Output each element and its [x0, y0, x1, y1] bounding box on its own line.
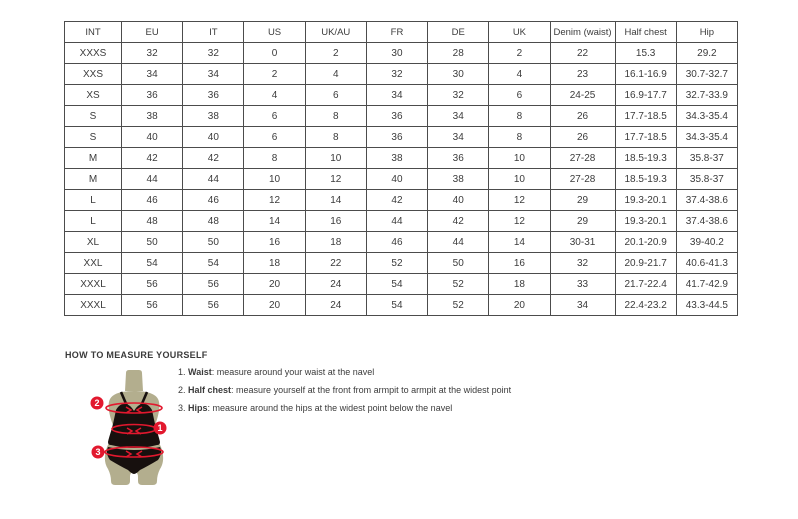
table-cell: 52 [366, 253, 427, 274]
table-cell: S [65, 127, 122, 148]
table-cell: 50 [428, 253, 489, 274]
table-cell: 42 [122, 148, 183, 169]
table-cell: 23 [550, 64, 615, 85]
table-cell: 21.7-22.4 [615, 274, 676, 295]
step-number: 1. [178, 367, 186, 377]
table-row [65, 64, 738, 85]
table-cell: 52 [428, 274, 489, 295]
measure-step-waist [178, 366, 511, 378]
table-cell: 12 [244, 190, 305, 211]
table-cell: 12 [489, 211, 550, 232]
table-cell: 22 [305, 253, 366, 274]
table-cell: 40 [366, 169, 427, 190]
table-cell: 34.3-35.4 [676, 127, 737, 148]
table-cell: M [65, 169, 122, 190]
table-cell: 30.7-32.7 [676, 64, 737, 85]
step-number: 3. [178, 403, 186, 413]
column-header: DE [428, 22, 489, 43]
table-row [65, 148, 738, 169]
table-cell: 48 [122, 211, 183, 232]
hips-badge [92, 446, 105, 459]
table-cell: 24 [305, 295, 366, 316]
table-cell: 18.5-19.3 [615, 169, 676, 190]
table-cell: 29 [550, 190, 615, 211]
table-cell: 46 [183, 190, 244, 211]
table-cell: 8 [489, 106, 550, 127]
table-row [65, 295, 738, 316]
table-cell: L [65, 211, 122, 232]
table-cell: 15.3 [615, 43, 676, 64]
table-cell: 19.3-20.1 [615, 190, 676, 211]
table-cell: 40.6-41.3 [676, 253, 737, 274]
table-cell: 17.7-18.5 [615, 127, 676, 148]
table-cell: XXXS [65, 43, 122, 64]
table-cell: L [65, 190, 122, 211]
table-cell: 56 [122, 295, 183, 316]
table-cell: 46 [122, 190, 183, 211]
table-cell: 8 [244, 148, 305, 169]
table-cell: 38 [122, 106, 183, 127]
table-cell: 26 [550, 106, 615, 127]
table-cell: 43.3-44.5 [676, 295, 737, 316]
table-cell: 41.7-42.9 [676, 274, 737, 295]
table-cell: XL [65, 232, 122, 253]
table-cell: 52 [428, 295, 489, 316]
column-header: Denim (waist) [550, 22, 615, 43]
table-cell: 18.5-19.3 [615, 148, 676, 169]
table-cell: 12 [305, 169, 366, 190]
table-cell: 19.3-20.1 [615, 211, 676, 232]
table-cell: 24-25 [550, 85, 615, 106]
table-cell: 37.4-38.6 [676, 211, 737, 232]
table-cell: 56 [183, 274, 244, 295]
table-cell: 14 [489, 232, 550, 253]
table-cell: 26 [550, 127, 615, 148]
table-cell: 32 [550, 253, 615, 274]
table-cell: 8 [305, 127, 366, 148]
measure-guide-heading: HOW TO MEASURE YOURSELF [65, 350, 208, 360]
table-cell: 16 [244, 232, 305, 253]
table-cell: 18 [305, 232, 366, 253]
table-cell: 39-40.2 [676, 232, 737, 253]
table-cell: 17.7-18.5 [615, 106, 676, 127]
table-cell: 32 [366, 64, 427, 85]
table-row [65, 169, 738, 190]
measure-step-half-chest [178, 384, 511, 396]
table-cell: XXL [65, 253, 122, 274]
column-header: Half chest [615, 22, 676, 43]
table-cell: 34 [183, 64, 244, 85]
column-header: UK [489, 22, 550, 43]
table-cell: 27-28 [550, 169, 615, 190]
chest-badge-number: 2 [94, 398, 100, 409]
table-cell: 32.7-33.9 [676, 85, 737, 106]
table-cell: 36 [122, 85, 183, 106]
mannequin-neck [125, 370, 143, 391]
table-cell: 56 [183, 295, 244, 316]
table-cell: 46 [366, 232, 427, 253]
table-cell: 54 [122, 253, 183, 274]
table-cell: 4 [489, 64, 550, 85]
column-header: US [244, 22, 305, 43]
table-cell: 42 [366, 190, 427, 211]
table-cell: 34 [550, 295, 615, 316]
table-cell: 12 [489, 190, 550, 211]
table-cell: 37.4-38.6 [676, 190, 737, 211]
size-chart-table [64, 21, 738, 316]
table-cell: 20 [489, 295, 550, 316]
table-cell: 54 [366, 274, 427, 295]
table-row [65, 274, 738, 295]
table-cell: 28 [428, 43, 489, 64]
table-cell: 44 [428, 232, 489, 253]
table-cell: 48 [183, 211, 244, 232]
table-cell: 14 [305, 190, 366, 211]
table-cell: 36 [366, 106, 427, 127]
hips-badge-number: 3 [95, 447, 101, 458]
table-cell: 6 [305, 85, 366, 106]
table-cell: 38 [366, 148, 427, 169]
table-cell: 30 [428, 64, 489, 85]
table-cell: 29.2 [676, 43, 737, 64]
step-text: : measure around the hips at the widest point below the navel [207, 403, 453, 413]
table-row [65, 85, 738, 106]
table-cell: 42 [428, 211, 489, 232]
table-cell: 44 [122, 169, 183, 190]
table-cell: 16 [489, 253, 550, 274]
table-cell: 18 [244, 253, 305, 274]
column-header: EU [122, 22, 183, 43]
table-row [65, 190, 738, 211]
waist-badge-number: 1 [157, 423, 163, 434]
table-cell: 32 [428, 85, 489, 106]
table-cell: 20.1-20.9 [615, 232, 676, 253]
table-cell: 36 [183, 85, 244, 106]
column-header: INT [65, 22, 122, 43]
table-cell: 22 [550, 43, 615, 64]
step-label: Half chest [188, 385, 232, 395]
table-row [65, 211, 738, 232]
column-header: IT [183, 22, 244, 43]
table-cell: 40 [122, 127, 183, 148]
table-cell: 6 [244, 127, 305, 148]
table-row [65, 106, 738, 127]
table-cell: 20 [244, 295, 305, 316]
table-cell: 40 [428, 190, 489, 211]
table-cell: 36 [366, 127, 427, 148]
table-row [65, 232, 738, 253]
column-header: UK/AU [305, 22, 366, 43]
table-cell: 32 [183, 43, 244, 64]
step-label: Hips [188, 403, 208, 413]
table-cell: 54 [366, 295, 427, 316]
chest-badge [91, 397, 104, 410]
table-cell: 6 [489, 85, 550, 106]
step-text: : measure yourself at the front from armpit to armpit at the widest point [231, 385, 512, 395]
table-cell: 24 [305, 274, 366, 295]
measure-step-hips [178, 402, 511, 414]
table-cell: 10 [489, 169, 550, 190]
table-cell: 56 [122, 274, 183, 295]
table-cell: 20 [244, 274, 305, 295]
table-cell: 10 [305, 148, 366, 169]
table-cell: S [65, 106, 122, 127]
table-row [65, 253, 738, 274]
column-header: Hip [676, 22, 737, 43]
table-cell: 8 [489, 127, 550, 148]
table-cell: 38 [183, 106, 244, 127]
table-cell: 29 [550, 211, 615, 232]
table-cell: 0 [244, 43, 305, 64]
table-cell: 32 [122, 43, 183, 64]
table-cell: 16.9-17.7 [615, 85, 676, 106]
table-cell: 38 [428, 169, 489, 190]
table-cell: XXS [65, 64, 122, 85]
table-cell: 10 [489, 148, 550, 169]
column-header: FR [366, 22, 427, 43]
table-row [65, 43, 738, 64]
table-cell: 34 [366, 85, 427, 106]
table-cell: 30-31 [550, 232, 615, 253]
table-cell: 2 [489, 43, 550, 64]
table-cell: 35.8-37 [676, 148, 737, 169]
table-cell: 35.8-37 [676, 169, 737, 190]
table-cell: 4 [244, 85, 305, 106]
table-cell: 22.4-23.2 [615, 295, 676, 316]
table-cell: 2 [305, 43, 366, 64]
table-cell: M [65, 148, 122, 169]
table-cell: 36 [428, 148, 489, 169]
table-header-row [65, 22, 738, 43]
table-cell: 10 [244, 169, 305, 190]
table-cell: 30 [366, 43, 427, 64]
table-cell: 20.9-21.7 [615, 253, 676, 274]
table-cell: 14 [244, 211, 305, 232]
table-cell: 6 [244, 106, 305, 127]
table-cell: 50 [183, 232, 244, 253]
table-cell: 44 [366, 211, 427, 232]
table-cell: 54 [183, 253, 244, 274]
step-number: 2. [178, 385, 186, 395]
table-cell: 34 [428, 127, 489, 148]
table-cell: 42 [183, 148, 244, 169]
table-cell: 33 [550, 274, 615, 295]
table-cell: 18 [489, 274, 550, 295]
table-cell: 40 [183, 127, 244, 148]
table-cell: XS [65, 85, 122, 106]
table-cell: 8 [305, 106, 366, 127]
table-row [65, 127, 738, 148]
table-cell: 27-28 [550, 148, 615, 169]
waist-badge [154, 422, 167, 435]
table-cell: 50 [122, 232, 183, 253]
table-cell: 34 [122, 64, 183, 85]
table-cell: XXXL [65, 295, 122, 316]
table-cell: 16 [305, 211, 366, 232]
table-cell: XXXL [65, 274, 122, 295]
step-text: : measure around your waist at the navel [211, 367, 375, 377]
table-cell: 34 [428, 106, 489, 127]
step-label: Waist [188, 367, 212, 377]
table-cell: 44 [183, 169, 244, 190]
measure-steps-list [178, 366, 511, 420]
table-cell: 16.1-16.9 [615, 64, 676, 85]
table-cell: 34.3-35.4 [676, 106, 737, 127]
table-cell: 4 [305, 64, 366, 85]
table-cell: 2 [244, 64, 305, 85]
